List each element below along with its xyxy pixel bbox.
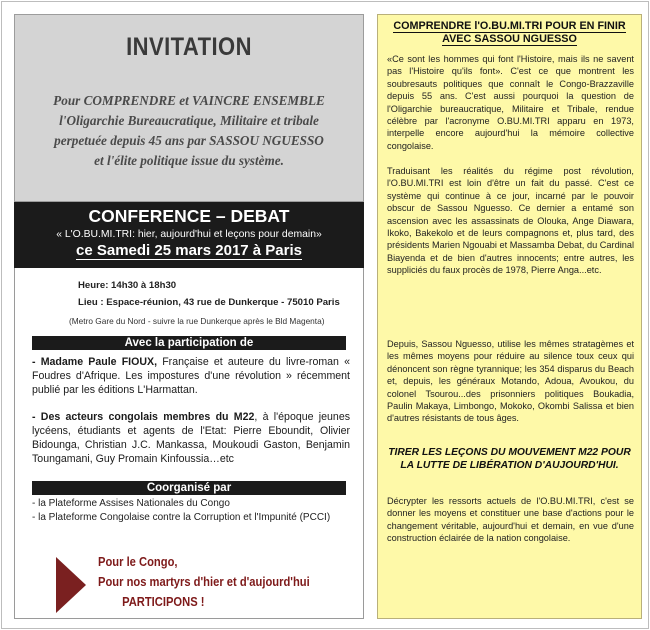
event-access: (Metro Gare du Nord - suivre la rue Dunkerque après le Bld Magenta) (69, 316, 325, 326)
sidebar-paragraph: Depuis, Sassou Nguesso, utilise les mêmes stratagèmes et les mêmes moyens pour réduire au silence toux ceux qui dénoncent son règne tyrannique; les 354 disparus du Beach et, depuis, les généraux Motando, Adoua, Avoukou, du colonel Tsourou...des prisonniers politiques Boukadia, Paulin Makaya, Limbongo, Mokoko, Okombi Salissa et bien d'autres résistants de tous âges. (387, 339, 634, 424)
participant-fioux-text: Française et auteure du livre-roman « Foudres d'Afrique. Les impostures d'une révolution » récemment publié par les éditions L'Harmattan. (32, 356, 351, 396)
arrow-icon (56, 557, 86, 613)
event-details-panel (14, 268, 364, 619)
invitation-subtitle-line: l'Oligarchie Bureaucratique, Militaire et tribale (59, 113, 319, 128)
flyer-frame (1, 1, 649, 629)
sidebar-paragraph: Décrypter les ressorts actuels de l'O.BU.MI.TRI, c'est se donner les moyens et constituer une base d'actions pour le changement véritable, aujourd'hui et demain, en vue d'une construction éclairée de la nation congolaise. (387, 496, 634, 544)
invitation-subtitle-line: Pour COMPRENDRE et VAINCRE ENSEMBLE (53, 93, 325, 108)
event-time: Heure: 14h30 à 18h30 (78, 280, 177, 291)
conference-subtitle: « L'O.BU.MI.TRI: hier, aujourd'hui et leçons pour demain» (56, 229, 322, 240)
participant-m22-name: - Des acteurs congolais membres du M22 (32, 411, 255, 423)
conference-date (14, 242, 364, 259)
event-place: Lieu : Espace-réunion, 43 rue de Dunkerque - 75010 Paris (78, 297, 340, 308)
conference-banner (14, 202, 364, 268)
invitation-subtitle-line: et l'élite politique issue du système. (94, 153, 284, 168)
participant-m22-text: , à l'époque jeunes lycéens, étudiants et agents de l'Etat: Pierre Eboundit, Olivier Bidounga, Christian J.C. Mankassa, Moukoudi Gaston, Benjamin Toungamani, Guy Promain Kinfoussia…etc (32, 411, 351, 465)
slogan-line: Pour le Congo, (98, 554, 178, 569)
slogan-line: PARTICIPONS ! (122, 594, 205, 609)
slogan-line: Pour nos martyrs d'hier et d'aujourd'hui (98, 574, 310, 589)
sidebar-paragraph: «Ce sont les hommes qui font l'Histoire, mais ils ne savent pas l'Histoire qu'ils font». C'est ce que montrent les soubresauts politiques que connaît le Congo-Brazzaville depuis 55 ans. C'est aussi pourquoi la question de l'Oligarchie bureaucratique, Militaire et Tribale, rendue célèbre par l'acronyme O.BU.MI.TRI apparu en 1973, interpelle encore aujourd'hui la mémoire collective congolaise. (387, 54, 634, 151)
participant-m22 (32, 410, 350, 466)
invitation-subtitle (31, 91, 347, 171)
participant-fioux-name: - Madame Paule FIOUX, (32, 356, 158, 368)
participant-fioux (32, 355, 350, 397)
organizer-item: - la Plateforme Congolaise contre la Corruption et l'Impunité (PCCI) (32, 512, 331, 523)
sidebar-title (384, 20, 635, 46)
conference-date-text: ce Samedi 25 mars 2017 à Paris (76, 242, 302, 259)
organizers-list (32, 497, 350, 525)
sidebar-subheading: TIRER LES LEÇONS DU MOUVEMENT M22 POUR LA LUTTE DE LIBÉRATION D'AUJOURD'HUI. (388, 447, 631, 471)
slogan (98, 552, 330, 612)
conference-title: CONFERENCE – DEBAT (88, 206, 290, 226)
invitation-header (14, 14, 364, 202)
participation-heading: Avec la participation de (32, 336, 346, 350)
organizer-item: - la Plateforme Assises Nationales du Congo (32, 498, 230, 509)
invitation-title: INVITATION (126, 33, 252, 61)
sidebar-paragraph: Traduisant les réalités du régime post révolution, l'O.BU.MI.TRI est loin d'être un fait du passé. C'est ce système qui continue à ce jour, incarné par le pouvoir obscur de Sassou Nguesso. Ce dernier a entamé son ascension avec les assassinats de Olouka, Ange Diawara, Ikoko, Bakekolo et de leurs compagnons et, plus tard, des présidents Marien Ngouabi et Massamba Debat, du Cardinal Biayenda et de bien d'autres innocents; entre autres, les suppliciés du faux procès de 1978, Pierre Anga...etc. (387, 166, 634, 276)
organizers-heading: Coorganisé par (32, 481, 346, 495)
obumitri-sidebar (377, 14, 642, 619)
sidebar-title-text: COMPRENDRE l'O.BU.MI.TRI POUR EN FINIR AVEC SASSOU NGUESSO (393, 20, 626, 45)
invitation-subtitle-line: perpetuée depuis 45 ans par SASSOU NGUESSO (54, 133, 324, 148)
